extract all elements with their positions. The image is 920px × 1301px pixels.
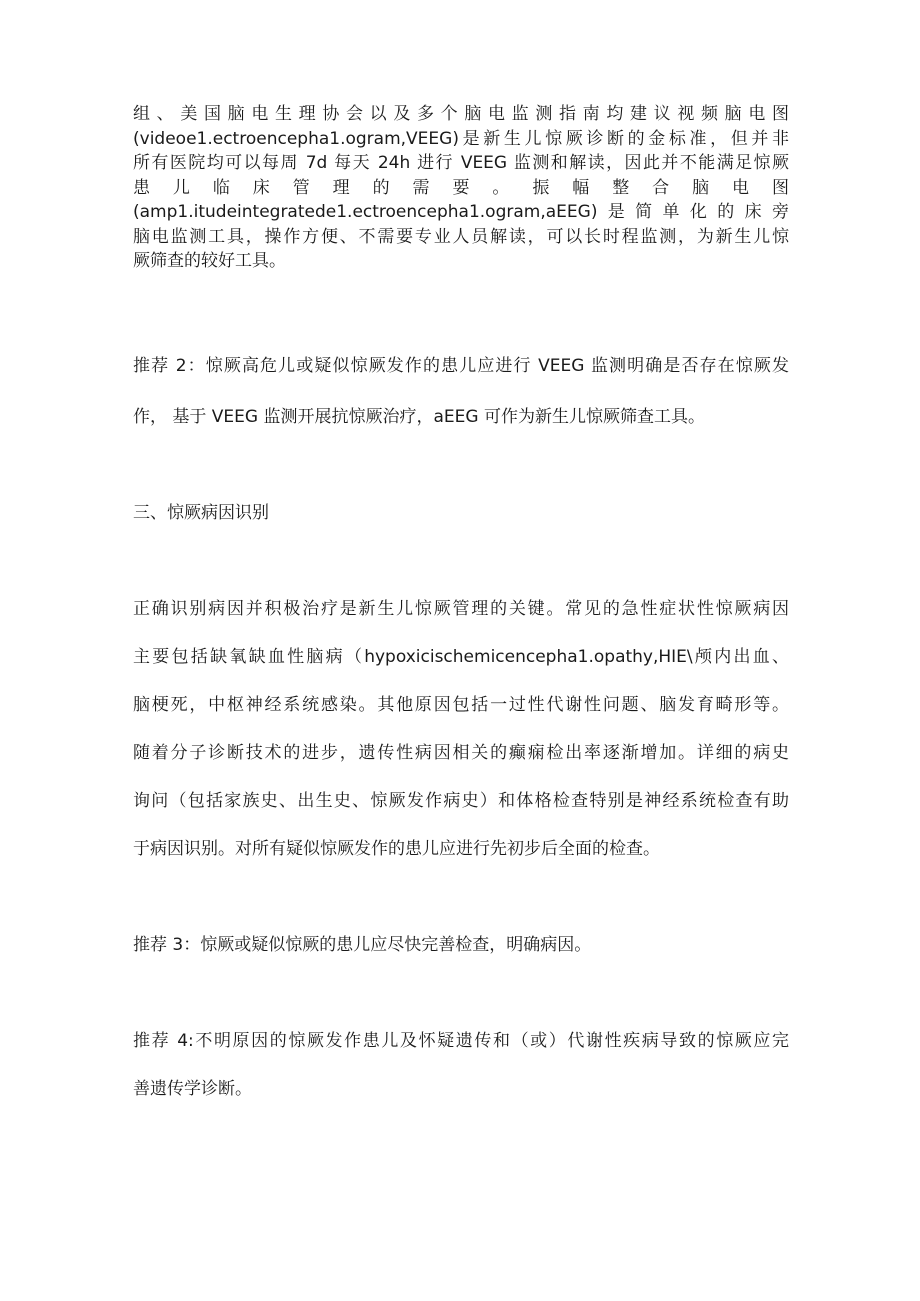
etiology-line-4: 随着分子诊断技术的进步，遗传性病因相关的癫痫检出率逐渐增加。详细的病史 — [133, 743, 789, 763]
intro-line-2: (videoe1.ectroencepha1.ogram,VEEG)是新生儿惊厥诊断的金标准，但并非 — [133, 129, 789, 149]
recommendation-4-line-1: 推荐 4:不明原因的惊厥发作患儿及怀疑遗传和（或）代谢性疾病导致的惊厥应完 — [133, 1031, 789, 1051]
recommendation-2-line-2: 作， 基于 VEEG 监测开展抗惊厥治疗，aEEG 可作为新生儿惊厥筛查工具。 — [133, 407, 705, 427]
etiology-line-6: 于病因识别。对所有疑似惊厥发作的患儿应进行先初步后全面的检查。 — [133, 839, 660, 859]
recommendation-2-line-1: 推荐 2：惊厥高危儿或疑似惊厥发作的患儿应进行 VEEG 监测明确是否存在惊厥发 — [133, 356, 789, 376]
intro-line-7: 厥筛查的较好工具。 — [133, 251, 286, 271]
etiology-line-2: 主要包括缺氧缺血性脑病（hypoxicischemicencepha1.opathy,HIE\颅内出血、 — [133, 647, 789, 667]
intro-line-3: 所有医院均可以每周 7d 每天 24h 进行 VEEG 监测和解读，因此并不能满足惊厥 — [133, 153, 789, 173]
etiology-line-1: 正确识别病因并积极治疗是新生儿惊厥管理的关键。常见的急性症状性惊厥病因 — [133, 599, 789, 619]
intro-line-6: 脑电监测工具，操作方便、不需要专业人员解读，可以长时程监测，为新生儿惊 — [133, 227, 789, 247]
intro-line-1: 组、美国脑电生理协会以及多个脑电监测指南均建议视频脑电图 — [133, 104, 789, 124]
recommendation-3: 推荐 3：惊厥或疑似惊厥的患儿应尽快完善检查，明确病因。 — [133, 935, 592, 955]
etiology-line-5: 询问（包括家族史、出生史、惊厥发作病史）和体格检查特别是神经系统检查有助 — [133, 791, 789, 811]
section-heading: 三、惊厥病因识别 — [133, 503, 269, 523]
intro-line-5: (amp1.itudeintegratede1.ectroencepha1.ogram,aEEG)是简单化的床旁 — [133, 202, 789, 222]
recommendation-4-line-2: 善遗传学诊断。 — [133, 1079, 252, 1099]
intro-line-4: 患儿临床管理的需要。振幅整合脑电图 — [133, 178, 789, 198]
etiology-line-3: 脑梗死，中枢神经系统感染。其他原因包括一过性代谢性问题、脑发育畸形等。 — [133, 695, 789, 715]
